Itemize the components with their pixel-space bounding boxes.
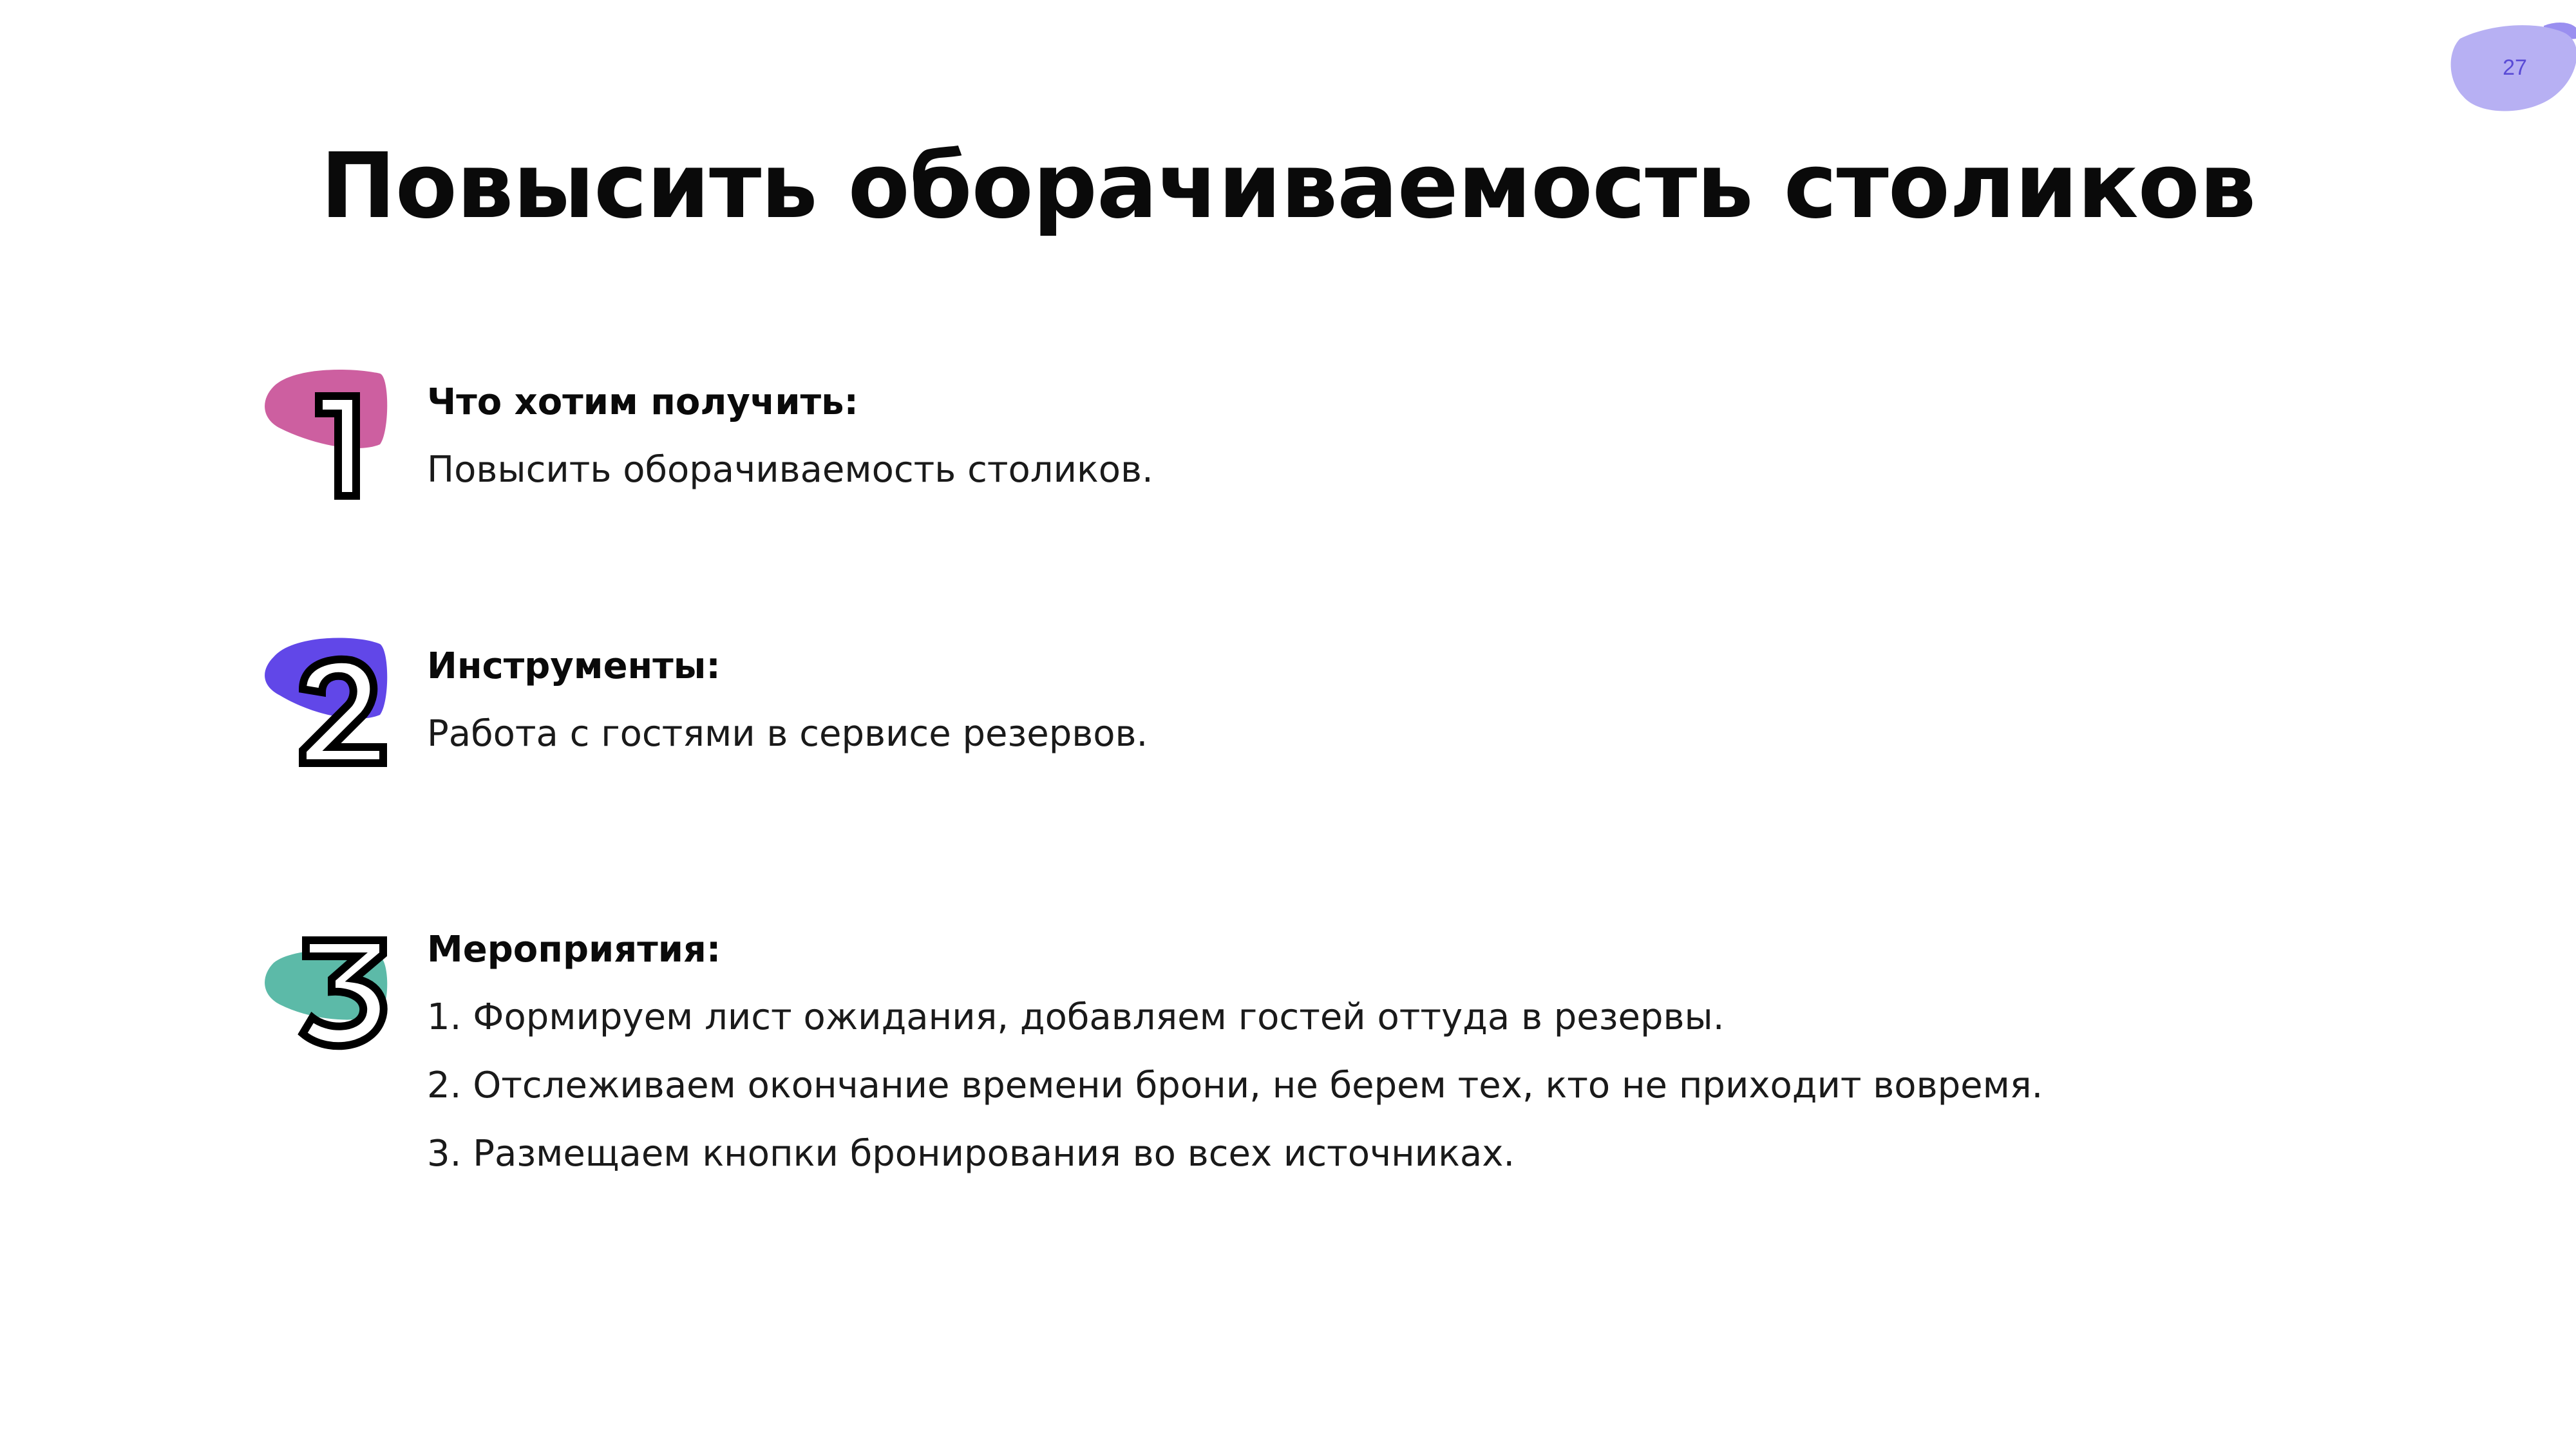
number-one-icon	[261, 361, 409, 528]
number-badge-1	[261, 361, 409, 528]
page-number: 27	[2503, 55, 2527, 80]
item-text: Работа с гостями в сервисе резервов.	[427, 713, 1148, 755]
page-number-badge	[2447, 19, 2576, 116]
number-badge-2	[261, 631, 409, 799]
item-heading: Что хотим получить:	[427, 381, 858, 423]
item-text: 3. Размещаем кнопки бронирования во всех источниках.	[427, 1133, 1515, 1175]
number-badge-3	[261, 914, 409, 1082]
item-text: 1. Формируем лист ожидания, добавляем гостей оттуда в резервы.	[427, 996, 1725, 1038]
number-three-icon	[261, 914, 409, 1082]
item-heading: Мероприятия:	[427, 929, 721, 971]
item-text: 2. Отслеживаем окончание времени брони, не берем тех, кто не приходит вовремя.	[427, 1065, 2043, 1106]
item-text: Повысить оборачиваемость столиков.	[427, 449, 1153, 491]
page-title: Повысить оборачиваемость столиков	[320, 134, 2256, 239]
item-heading: Инструменты:	[427, 645, 721, 687]
number-two-icon	[261, 631, 409, 799]
